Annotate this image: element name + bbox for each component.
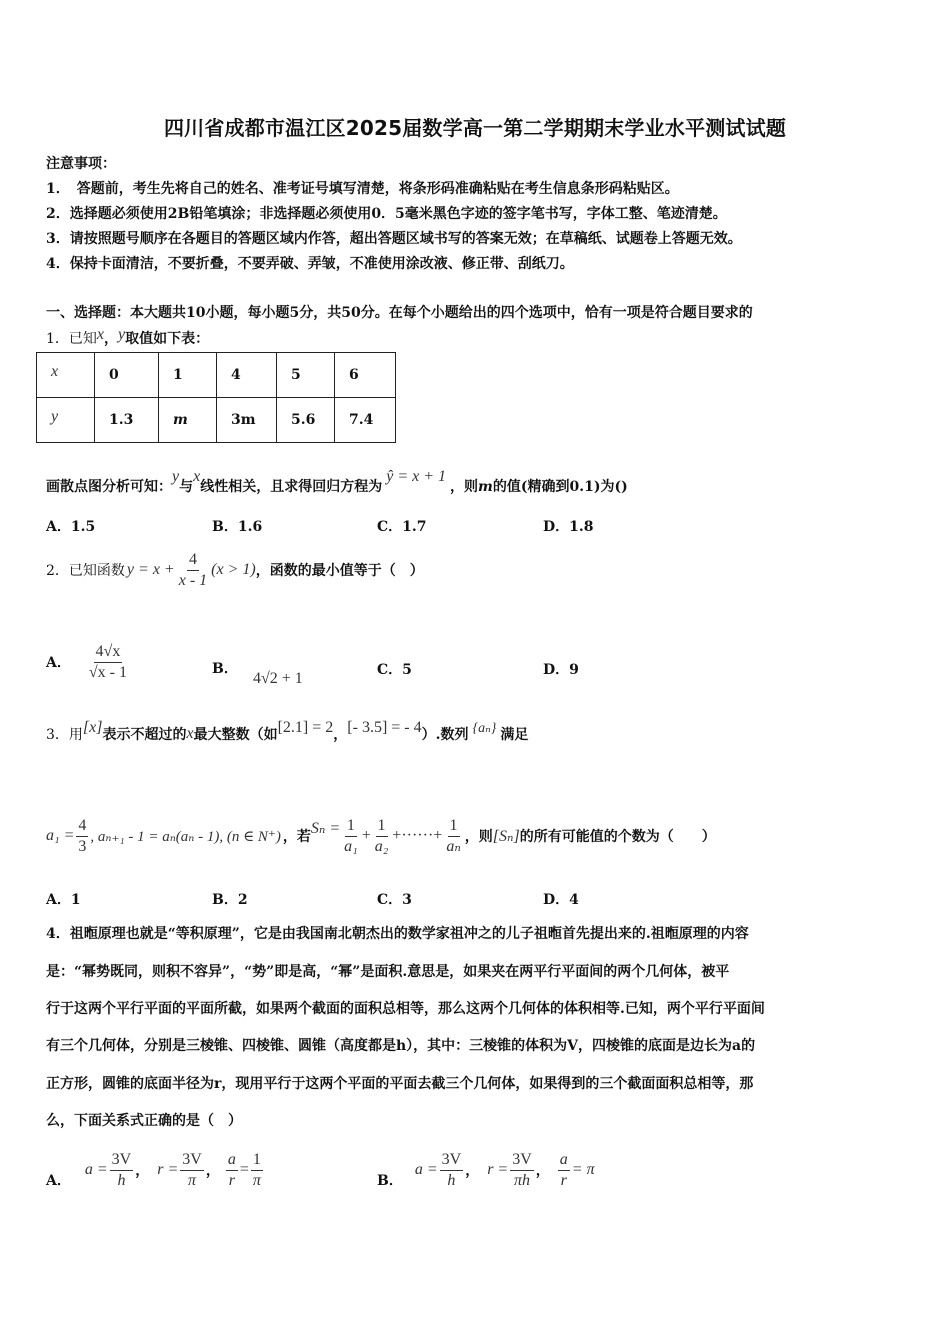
table-cell: 5 (277, 353, 335, 398)
q1-var-x2: x (193, 468, 201, 485)
q4-line-2: 是：“幂势既同，则积不容异”，“势”即是高，“幂”是面积.意思是，如果夹在两平行平面间的两个几何体，被平 (46, 964, 730, 980)
table-cell: 0 (95, 353, 159, 398)
q1-option-d[interactable]: D．1.8 (543, 519, 594, 535)
q1-line2-e: 的值(精确到0.1)为() (492, 479, 628, 495)
table-cell: y (37, 398, 95, 443)
q3-var-x: x (186, 725, 194, 742)
table-cell: 3m (217, 398, 277, 443)
notice-item-1: 1． 答题前，考生先将自己的姓名、准考证号填写清楚，将条形码准确粘贴在考生信息条形码粘贴区。 (46, 181, 679, 197)
q4-ratio-frac: $\frac{a}{r}$ (227, 1150, 236, 1189)
q1-regression-eq: ŷ = x + 1 (386, 468, 447, 485)
table-cell: 5.6 (277, 398, 335, 443)
q3-option-a[interactable]: A．1 (46, 892, 81, 908)
q4-b-r-frac: $\frac{3V}{\pi h}$ (512, 1150, 532, 1189)
q4-line-5: 正方形，圆锥的底面半径为r，现用平行于这两个平面的平面去截三个几何体，如果得到的三个截面面积总相等，那 (46, 1076, 754, 1092)
q1-line2 (46, 468, 628, 496)
q3-then: ，则 (464, 829, 493, 845)
q4-option-a[interactable] (46, 1142, 265, 1198)
page-title: 四川省成都市温江区2025届数学高一第二学期期末学业水平测试试题 (163, 116, 787, 140)
q4-eq: = (239, 1161, 249, 1178)
q1-value-table (36, 352, 396, 443)
table-row (37, 353, 396, 398)
q4-line-3: 行于这两个平行平面的平面所截，如果两个截面的面积总相等，那么这两个几何体的体积相等.已知，两个平行平面间 (46, 1001, 765, 1017)
q3-option-c[interactable]: C．3 (377, 892, 412, 908)
q1-var-y2: y (172, 468, 180, 485)
q3-line2: a₁ = $\frac{4}{3}$ , aₙ₊₁ - 1 = aₙ(aₙ - 1), (n ∈ N⁺) ，若 Sₙ = $\frac{1}{\text{a₁}}$ + $\frac{1}{\text{a₂}}$ +······+ $\frac{1}{\text{aₙ}}$ ，则 [Sₙ] 的所有可能值的个数为（ ） (46, 816, 716, 855)
table-cell: x (37, 353, 95, 398)
q4-b-a-frac: $\frac{3V}{h}$ (441, 1150, 462, 1189)
q3-stem-e: 满足 (500, 727, 529, 743)
q3-sep: ， (333, 727, 348, 743)
table-cell: 4 (217, 353, 277, 398)
q3-option-b[interactable]: B．2 (212, 892, 248, 908)
q4-one-over-pi: $\frac{1}{\pi}$ (252, 1150, 261, 1189)
q2-eq-a: y = x + (126, 561, 175, 578)
q3-rec-a1: a₁ = (46, 827, 75, 844)
q3-stem-b: 表示不超过的 (102, 727, 187, 743)
table-cell: 6 (335, 353, 396, 398)
q3-sn: Sₙ = (310, 820, 341, 837)
q1-line2-a: 画散点图分析可知： (46, 479, 172, 495)
q2-option-b-value: 4√2 + 1 (252, 670, 303, 687)
q4-b-a-eq: a = (414, 1161, 438, 1178)
table-cell: m (159, 398, 217, 443)
q4-line-4: 有三个几何体，分别是三棱锥、四棱锥、圆锥（高度都是h），其中：三棱锥的体积为V，四棱锥的底面是边长为a的 (46, 1038, 756, 1054)
q4-a-frac: $\frac{3V}{h}$ (111, 1150, 132, 1189)
q1-option-b[interactable]: B．1.6 (212, 519, 263, 535)
notice-item-2: 2．选择题必须使用2B铅笔填涂；非选择题必须使用0．5毫米黑色字迹的签字笔书写，字体工整、笔迹清楚。 (46, 206, 727, 222)
q4-comma: ， (135, 1163, 150, 1179)
q2-option-a[interactable] (46, 634, 131, 690)
notice-item-4: 4．保持卡面清洁，不要折叠，不要弄破、弄皱，不准使用涂改液、修正带、刮纸刀。 (46, 256, 574, 272)
q3-sequence: {aₙ} (472, 720, 497, 736)
q1-var-x: x (96, 326, 105, 343)
q1-line2-b: 与 (179, 479, 194, 495)
q3-rec-fraction: $\frac{4}{3}$ (78, 816, 87, 855)
q1-option-a[interactable]: A．1.5 (46, 519, 96, 535)
q4-line-1: 4．祖暅原理也就是“等积原理”，它是由我国南北朝杰出的数学家祖冲之的儿子祖暅首先提出来的.祖暅原理的内容 (46, 926, 749, 942)
q1-stem-a: 1．已知 (46, 331, 97, 347)
q3-tail: 的所有可能值的个数为（ ） (519, 829, 716, 845)
q3-floor-sn: [Sₙ] (492, 828, 520, 845)
table-cell: 1 (159, 353, 217, 398)
notice-item-3: 3．请按照题号顺序在各题目的答题区域内作答，超出答题区域书写的答案无效；在草稿纸、试题卷上答题无效。 (46, 231, 742, 247)
table-cell: 7.4 (335, 398, 396, 443)
q2-stem-b: ，函数的最小值等于（ ） (255, 563, 424, 579)
q4-option-a-label: A． (46, 1173, 71, 1189)
q1-stem-b: 取值如下表： (125, 331, 210, 347)
notice-heading: 注意事项： (46, 156, 116, 172)
q2-stem (46, 548, 424, 592)
q2-fraction: $\frac{4}{x - 1}$ (178, 550, 208, 589)
q4-line-6: 么，下面关系式正确的是（ ） (46, 1113, 242, 1129)
q3-term-2: $\frac{1}{\text{a₂}}$ (374, 816, 389, 855)
q1-var-y: y (118, 326, 126, 343)
q4-comma: ， (535, 1163, 550, 1179)
q1-option-c[interactable]: C．1.7 (377, 519, 427, 535)
q1-line2-d: ，则 (450, 479, 479, 495)
q4-r-frac: $\frac{3V}{\pi}$ (182, 1150, 202, 1189)
q4-r-eq: r = (157, 1161, 179, 1178)
q3-stem-a: 3．用 (46, 727, 83, 743)
q4-comma: ， (205, 1163, 220, 1179)
q3-rec-rest: , aₙ₊₁ - 1 = aₙ(aₙ - 1), (n ∈ N⁺) (90, 828, 281, 845)
q1-line2-c: 线性相关，且求得回归方程为 (200, 479, 383, 495)
q2-option-d[interactable]: D．9 (543, 662, 579, 678)
q4-option-b-label: B． (377, 1173, 403, 1189)
q1-stem (46, 326, 209, 348)
q3-stem (46, 714, 528, 754)
q3-floor-x: [x] (82, 719, 103, 736)
q2-stem-a: 2．已知函数 (46, 563, 125, 579)
q3-option-d[interactable]: D．4 (543, 892, 579, 908)
q3-example-2: [- 3.5] = - 4 (347, 719, 422, 736)
table-row (37, 398, 396, 443)
q3-term-1: $\frac{1}{\text{a₁}}$ (344, 816, 358, 855)
q2-option-a-label: A． (46, 655, 71, 671)
q3-mid: ，若 (282, 829, 311, 845)
q1-var-m: m (478, 479, 493, 495)
q3-term-n: $\frac{1}{\text{aₙ}}$ (446, 816, 461, 855)
q2-option-b-label: B． (212, 661, 238, 677)
q4-a-eq: a = (84, 1161, 108, 1178)
q1-comma: ， (104, 331, 119, 347)
q2-option-c[interactable]: C．5 (377, 662, 412, 678)
table-cell: 1.3 (95, 398, 159, 443)
q4-option-b[interactable] (377, 1142, 595, 1198)
q2-option-a-fraction: $\frac{4√x}{√x - 1}$ (88, 642, 127, 681)
q2-condition: (x > 1) (211, 561, 256, 578)
q4-comma: ， (465, 1163, 480, 1179)
q3-dots: +······+ (392, 827, 443, 844)
q4-b-r-eq: r = (487, 1161, 509, 1178)
q2-option-b[interactable] (212, 658, 303, 687)
section-heading: 一、选择题：本大题共10小题，每小题5分，共50分。在每个小题给出的四个选项中，恰有一项是符合题目要求的 (46, 305, 753, 321)
q4-b-pi-tail: = π (571, 1161, 595, 1178)
q4-b-ratio-frac: $\frac{a}{r}$ (559, 1150, 568, 1189)
q3-example-1: [2.1] = 2 (277, 719, 334, 736)
q3-stem-d: ）.数列 (421, 727, 469, 743)
q3-stem-c: 最大整数（如 (193, 727, 278, 743)
